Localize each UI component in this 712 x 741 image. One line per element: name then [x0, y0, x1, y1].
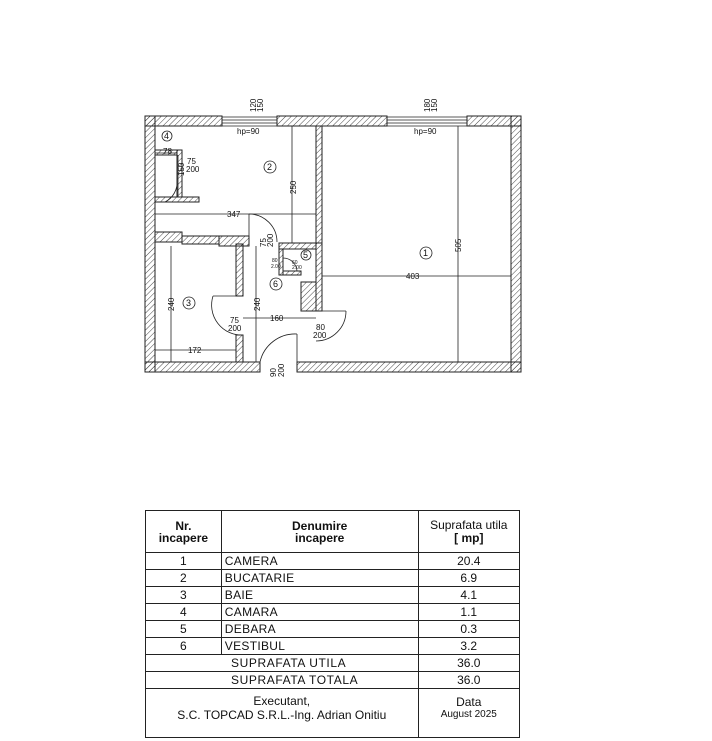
total-totala-row: SUPRAFATA TOTALA 36.0	[146, 672, 520, 689]
svg-text:75: 75	[259, 238, 268, 247]
wall-camara-bottom	[155, 197, 199, 202]
table-header	[146, 511, 520, 553]
room-5-marker: 5	[303, 250, 309, 260]
svg-text:200: 200	[277, 363, 286, 377]
svg-text:172: 172	[188, 346, 202, 355]
svg-text:2.00: 2.00	[271, 264, 281, 270]
svg-text:80: 80	[272, 258, 278, 264]
table-row: 2 BUCATARIE 6.9	[146, 570, 520, 587]
wall-vestibul-room	[316, 243, 322, 311]
svg-text:90: 90	[269, 368, 278, 377]
svg-text:75: 75	[230, 316, 239, 325]
svg-text:78: 78	[163, 147, 172, 156]
svg-text:150: 150	[177, 162, 186, 176]
svg-text:160: 160	[270, 314, 284, 323]
wall-debara-left	[279, 249, 283, 275]
svg-text:200: 200	[228, 324, 242, 333]
svg-text:75: 75	[187, 157, 196, 166]
header-denumire: Denumire incapere	[221, 511, 418, 553]
svg-text:200: 200	[313, 331, 327, 340]
wall-bath-right-low	[236, 335, 243, 362]
room-2-marker: 2	[267, 162, 273, 172]
svg-text:505: 505	[454, 238, 463, 252]
wall-right	[511, 116, 521, 372]
wall-kb-right	[219, 236, 249, 246]
table-row: 6 VESTIBUL 3.2	[146, 638, 520, 655]
window2-hp: hp=90	[414, 127, 437, 136]
wall-top-middle	[277, 116, 387, 126]
svg-text:250: 250	[289, 180, 298, 194]
window2-height: 150	[430, 98, 439, 112]
svg-text:403: 403	[406, 272, 420, 281]
svg-text:200: 200	[186, 165, 200, 174]
window1-width: 120	[249, 98, 258, 112]
wall-debara-bottom	[283, 271, 301, 275]
svg-text:240: 240	[167, 297, 176, 311]
table-row: 3 BAIE 4.1	[146, 587, 520, 604]
surface-table	[145, 510, 520, 738]
wall-top-left	[145, 116, 222, 126]
svg-text:2.00: 2.00	[292, 265, 302, 271]
window2-width: 180	[423, 98, 432, 112]
wall-bottom-right	[297, 362, 521, 372]
window1-height: 150	[256, 98, 265, 112]
wall-kitchen-room	[316, 126, 322, 243]
svg-text:80: 80	[316, 323, 325, 332]
wall-debara-top	[279, 243, 316, 249]
header-suprafata: Suprafata utila [ mp]	[418, 511, 519, 553]
wall-bottom-left	[145, 362, 260, 372]
room-3-marker: 3	[186, 298, 192, 308]
date-cell: Data August 2025	[418, 689, 519, 738]
svg-text:347: 347	[227, 210, 241, 219]
wall-kb-left	[155, 232, 182, 242]
table-row: 4 CAMARA 1.1	[146, 604, 520, 621]
footer-row	[146, 689, 520, 738]
wall-stub	[301, 282, 316, 311]
total-utila-row: SUPRAFATA UTILA 36.0	[146, 655, 520, 672]
room-4-marker: 4	[164, 131, 170, 141]
table-row: 1 CAMERA 20.4	[146, 553, 520, 570]
window1-hp: hp=90	[237, 127, 260, 136]
walls	[145, 116, 521, 372]
table-row: 5 DEBARA 0.3	[146, 621, 520, 638]
room-1-marker: 1	[423, 248, 429, 258]
wall-kb-mid	[182, 236, 219, 244]
svg-text:200: 200	[266, 233, 275, 247]
executant: Executant, S.C. TOPCAD S.R.L.-Ing. Adrian Onitiu	[146, 689, 419, 738]
wall-bath-right	[236, 244, 243, 296]
wall-left	[145, 116, 155, 372]
room-markers	[162, 131, 432, 309]
svg-text:60: 60	[292, 260, 298, 266]
header-nr: Nr. incapere	[146, 511, 222, 553]
room-6-marker: 6	[273, 279, 279, 289]
svg-text:240: 240	[253, 297, 262, 311]
